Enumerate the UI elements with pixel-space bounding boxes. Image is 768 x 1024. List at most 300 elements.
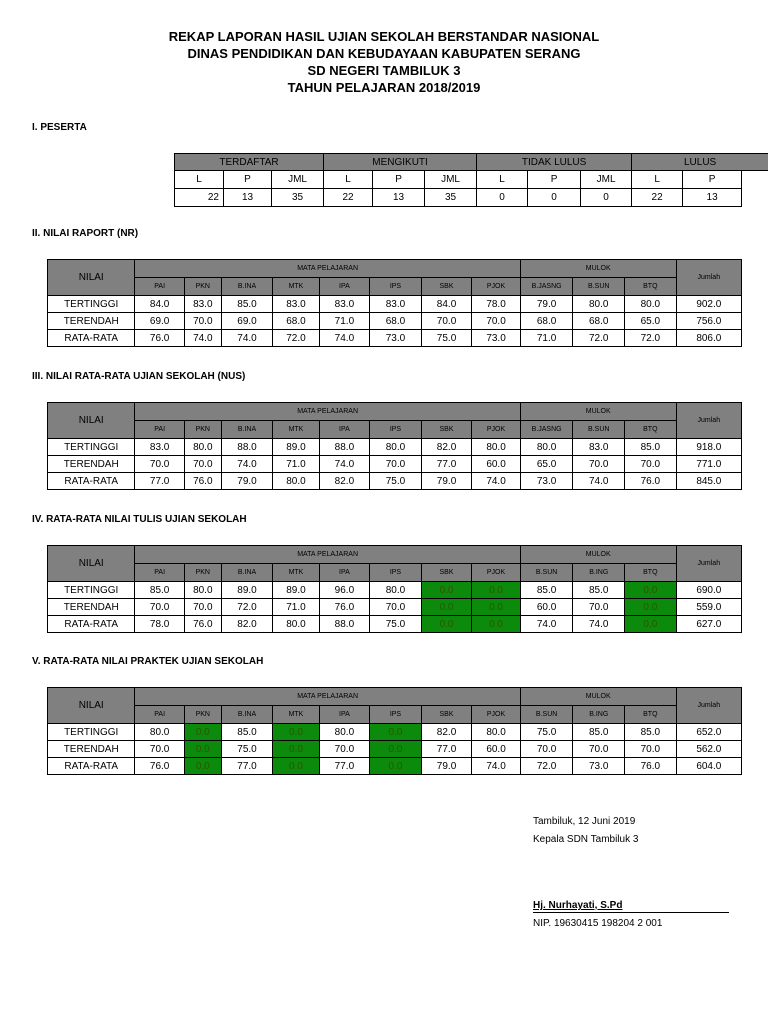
subject-header: PJOK <box>472 706 521 724</box>
subject-header: B.SUN <box>573 278 625 296</box>
score-value: 84.0 <box>436 298 457 310</box>
score-cell <box>370 758 422 775</box>
score-value: 0.0 <box>489 618 503 630</box>
section-heading: II. NILAI RAPORT (NR) <box>32 228 139 239</box>
score-cell <box>625 758 677 775</box>
peserta-sub: P <box>224 171 272 189</box>
peserta-value: 22 <box>632 189 683 207</box>
score-value: 85.0 <box>589 726 609 738</box>
score-cell <box>625 599 677 616</box>
subject-header: B.JASNG <box>520 278 573 296</box>
score-cell <box>472 296 521 313</box>
jumlah-cell: 918.0 <box>676 439 741 456</box>
score-value: 70.0 <box>193 458 213 470</box>
peserta-value: 0 <box>581 189 632 207</box>
score-value: 70.0 <box>334 743 355 755</box>
score-value: 73.0 <box>486 332 506 344</box>
score-value: 78.0 <box>149 618 170 630</box>
score-value: 74.0 <box>334 332 355 344</box>
subject-header: IPA <box>319 706 370 724</box>
score-cell <box>370 296 422 313</box>
score-value: 73.0 <box>589 760 609 772</box>
row-label: TERTINGGI <box>48 296 135 313</box>
subject-header: IPS <box>370 278 422 296</box>
score-cell <box>135 439 184 456</box>
score-cell <box>370 616 422 633</box>
score-value: 82.0 <box>436 441 457 453</box>
score-value: 76.0 <box>640 760 661 772</box>
score-cell <box>520 724 573 741</box>
score-value: 70.0 <box>149 601 170 613</box>
score-cell <box>520 456 573 473</box>
score-value: 83.0 <box>385 298 406 310</box>
score-cell <box>370 439 422 456</box>
title-line-3: SD NEGERI TAMBILUK 3 <box>307 63 461 78</box>
score-value: 68.0 <box>385 315 406 327</box>
score-value: 78.0 <box>486 298 506 310</box>
score-value: 75.0 <box>385 475 406 487</box>
score-cell <box>625 616 677 633</box>
score-value: 72.0 <box>640 332 661 344</box>
section-heading: III. NILAI RATA-RATA UJIAN SEKOLAH (NUS) <box>32 371 246 382</box>
jumlah-cell: 845.0 <box>676 473 741 490</box>
score-value: 70.0 <box>486 315 506 327</box>
subject-header: B.ING <box>573 706 625 724</box>
subject-header: IPA <box>319 421 370 439</box>
subject-header: PAI <box>135 564 184 582</box>
score-cell <box>135 616 184 633</box>
score-cell <box>573 313 625 330</box>
score-value: 85.0 <box>237 726 257 738</box>
score-cell <box>319 296 370 313</box>
score-value: 96.0 <box>334 584 355 596</box>
score-value: 89.0 <box>286 584 306 596</box>
row-label: TERTINGGI <box>48 439 135 456</box>
peserta-group-tidak-lulus: TIDAK LULUS <box>477 154 632 171</box>
score-value: 0.0 <box>489 601 503 613</box>
score-value: 71.0 <box>286 458 306 470</box>
score-value: 72.0 <box>237 601 257 613</box>
mapel-header: MATA PELAJARAN <box>135 260 520 278</box>
peserta-sub: L <box>477 171 528 189</box>
score-value: 0.0 <box>195 760 210 772</box>
score-cell <box>221 582 273 599</box>
score-value: 0.0 <box>195 743 210 755</box>
score-value: 74.0 <box>486 760 506 772</box>
score-cell <box>184 724 221 741</box>
peserta-value: 0 <box>477 189 528 207</box>
score-cell <box>625 296 677 313</box>
score-value: 89.0 <box>286 441 306 453</box>
score-value: 75.0 <box>536 726 557 738</box>
score-value: 60.0 <box>486 743 506 755</box>
score-value: 70.0 <box>589 743 609 755</box>
row-label: TERENDAH <box>48 313 135 330</box>
score-table <box>47 259 742 347</box>
score-value: 76.0 <box>149 332 170 344</box>
subject-header: B.JASNG <box>520 421 573 439</box>
score-value: 0.0 <box>388 760 403 772</box>
score-cell <box>135 758 184 775</box>
score-cell <box>184 330 221 347</box>
score-cell <box>472 330 521 347</box>
score-cell <box>221 724 273 741</box>
score-cell <box>520 330 573 347</box>
score-cell <box>221 473 273 490</box>
score-value: 70.0 <box>385 458 406 470</box>
nilai-header: NILAI <box>48 260 135 296</box>
peserta-value: 35 <box>272 189 324 207</box>
score-cell <box>273 473 319 490</box>
score-value: 74.0 <box>536 618 557 630</box>
score-table <box>47 402 742 490</box>
subject-header: B.INA <box>221 421 273 439</box>
score-value: 60.0 <box>486 458 506 470</box>
subject-header: SBK <box>421 706 472 724</box>
score-cell <box>472 582 521 599</box>
score-value: 71.0 <box>286 601 306 613</box>
subject-header: SBK <box>421 564 472 582</box>
score-value: 85.0 <box>149 584 170 596</box>
peserta-sub: L <box>175 171 224 189</box>
peserta-value: 22 <box>175 189 224 207</box>
score-value: 0.0 <box>388 743 403 755</box>
score-value: 74.0 <box>589 618 609 630</box>
subject-header: PAI <box>135 706 184 724</box>
score-value: 70.0 <box>193 315 213 327</box>
score-value: 0.0 <box>195 726 210 738</box>
row-label: TERTINGGI <box>48 724 135 741</box>
score-cell <box>221 758 273 775</box>
score-value: 0.0 <box>439 601 454 613</box>
score-cell <box>625 330 677 347</box>
score-cell <box>573 456 625 473</box>
jumlah-cell: 627.0 <box>676 616 741 633</box>
score-cell <box>573 599 625 616</box>
score-value: 82.0 <box>237 618 257 630</box>
score-cell <box>573 582 625 599</box>
score-cell <box>273 330 319 347</box>
subject-header: PAI <box>135 421 184 439</box>
score-value: 80.0 <box>486 726 506 738</box>
score-cell <box>625 582 677 599</box>
score-cell <box>184 582 221 599</box>
score-value: 70.0 <box>640 458 661 470</box>
peserta-table <box>174 153 768 207</box>
score-value: 80.0 <box>286 618 306 630</box>
score-cell <box>520 758 573 775</box>
score-cell <box>472 724 521 741</box>
score-cell <box>520 582 573 599</box>
score-cell <box>573 473 625 490</box>
jumlah-cell: 690.0 <box>676 582 741 599</box>
score-cell <box>421 599 472 616</box>
score-value: 70.0 <box>149 458 170 470</box>
score-value: 0.0 <box>643 601 658 613</box>
score-cell <box>184 439 221 456</box>
score-cell <box>520 741 573 758</box>
score-cell <box>221 599 273 616</box>
score-cell <box>221 456 273 473</box>
score-value: 76.0 <box>193 618 213 630</box>
score-value: 72.0 <box>589 332 609 344</box>
jumlah-cell: 562.0 <box>676 741 741 758</box>
title-line-1: REKAP LAPORAN HASIL UJIAN SEKOLAH BERSTANDAR NASIONAL <box>168 29 600 44</box>
score-cell <box>135 456 184 473</box>
score-value: 0.0 <box>439 618 454 630</box>
peserta-sub: JML <box>272 171 324 189</box>
score-value: 80.0 <box>193 584 213 596</box>
peserta-value: 22 <box>324 189 373 207</box>
score-cell <box>221 616 273 633</box>
score-cell <box>184 741 221 758</box>
score-value: 89.0 <box>237 584 257 596</box>
score-cell <box>421 439 472 456</box>
score-value: 80.0 <box>385 441 406 453</box>
score-cell <box>273 758 319 775</box>
score-cell <box>319 330 370 347</box>
score-value: 0.0 <box>439 584 454 596</box>
jumlah-cell: 559.0 <box>676 599 741 616</box>
score-cell <box>421 582 472 599</box>
score-value: 80.0 <box>149 726 170 738</box>
peserta-sub: L <box>324 171 373 189</box>
score-cell <box>421 456 472 473</box>
score-value: 70.0 <box>385 601 406 613</box>
nilai-header: NILAI <box>48 688 135 724</box>
score-value: 77.0 <box>149 475 170 487</box>
score-cell <box>135 599 184 616</box>
score-cell <box>520 313 573 330</box>
score-cell <box>273 724 319 741</box>
peserta-blank <box>742 171 768 189</box>
score-value: 72.0 <box>536 760 557 772</box>
subject-header: PKN <box>184 706 221 724</box>
score-cell <box>625 724 677 741</box>
score-cell <box>273 439 319 456</box>
score-cell <box>135 313 184 330</box>
subject-header: PKN <box>184 564 221 582</box>
subject-header: B.ING <box>573 564 625 582</box>
row-label: TERENDAH <box>48 741 135 758</box>
score-value: 80.0 <box>486 441 506 453</box>
section-heading-peserta: I. PESERTA <box>32 122 87 133</box>
score-value: 0.0 <box>489 584 503 596</box>
score-cell <box>421 758 472 775</box>
score-cell <box>472 616 521 633</box>
score-cell <box>573 616 625 633</box>
score-table <box>47 545 742 633</box>
section-heading: V. RATA-RATA NILAI PRAKTEK UJIAN SEKOLAH <box>32 656 264 667</box>
title-line-4: TAHUN PELAJARAN 2018/2019 <box>287 80 481 95</box>
score-cell <box>319 741 370 758</box>
mulok-header: MULOK <box>520 403 676 421</box>
score-value: 88.0 <box>237 441 257 453</box>
peserta-sub: P <box>373 171 425 189</box>
score-cell <box>273 741 319 758</box>
score-value: 76.0 <box>193 475 213 487</box>
score-cell <box>135 296 184 313</box>
score-value: 72.0 <box>286 332 306 344</box>
jumlah-header: Jumlah <box>676 403 741 439</box>
score-cell <box>370 724 422 741</box>
score-value: 74.0 <box>193 332 213 344</box>
peserta-value: 13 <box>683 189 742 207</box>
score-value: 75.0 <box>237 743 257 755</box>
score-cell <box>421 616 472 633</box>
score-value: 75.0 <box>385 618 406 630</box>
score-value: 69.0 <box>237 315 257 327</box>
score-table <box>47 687 742 775</box>
score-cell <box>273 599 319 616</box>
score-value: 0.0 <box>643 584 658 596</box>
score-cell <box>135 724 184 741</box>
subject-header: PJOK <box>472 278 521 296</box>
row-label: TERTINGGI <box>48 582 135 599</box>
score-cell <box>135 741 184 758</box>
score-value: 70.0 <box>193 601 213 613</box>
score-value: 75.0 <box>436 332 457 344</box>
score-cell <box>221 330 273 347</box>
score-value: 70.0 <box>149 743 170 755</box>
score-value: 0.0 <box>289 743 303 755</box>
row-label: TERENDAH <box>48 456 135 473</box>
score-value: 68.0 <box>589 315 609 327</box>
score-value: 79.0 <box>536 298 557 310</box>
score-cell <box>520 473 573 490</box>
score-value: 79.0 <box>436 760 457 772</box>
peserta-sub: JML <box>581 171 632 189</box>
score-cell <box>625 741 677 758</box>
score-cell <box>520 616 573 633</box>
peserta-group-mengikuti: MENGIKUTI <box>324 154 477 171</box>
subject-header: B.SUN <box>573 421 625 439</box>
score-cell <box>370 599 422 616</box>
score-cell <box>625 456 677 473</box>
score-cell <box>472 439 521 456</box>
nilai-header: NILAI <box>48 546 135 582</box>
score-value: 83.0 <box>193 298 213 310</box>
score-value: 85.0 <box>640 726 661 738</box>
score-value: 83.0 <box>334 298 355 310</box>
subject-header: MTK <box>273 278 319 296</box>
row-label: RATA-RATA <box>48 473 135 490</box>
score-cell <box>370 741 422 758</box>
score-cell <box>319 473 370 490</box>
score-value: 74.0 <box>589 475 609 487</box>
subject-header: SBK <box>421 278 472 296</box>
score-cell <box>273 313 319 330</box>
score-cell <box>573 296 625 313</box>
peserta-sub: P <box>528 171 581 189</box>
score-cell <box>221 741 273 758</box>
row-label: RATA-RATA <box>48 330 135 347</box>
score-value: 65.0 <box>640 315 661 327</box>
mapel-header: MATA PELAJARAN <box>135 403 520 421</box>
mulok-header: MULOK <box>520 688 676 706</box>
score-cell <box>184 456 221 473</box>
mapel-header: MATA PELAJARAN <box>135 688 520 706</box>
score-cell <box>135 473 184 490</box>
jumlah-cell: 902.0 <box>676 296 741 313</box>
score-value: 80.0 <box>334 726 355 738</box>
score-value: 68.0 <box>286 315 306 327</box>
subject-header: IPS <box>370 421 422 439</box>
section-heading: IV. RATA-RATA NILAI TULIS UJIAN SEKOLAH <box>32 514 247 525</box>
peserta-group-lulus: LULUS <box>632 154 768 171</box>
score-value: 79.0 <box>237 475 257 487</box>
score-value: 70.0 <box>640 743 661 755</box>
score-value: 0.0 <box>289 726 303 738</box>
score-cell <box>184 599 221 616</box>
subject-header: B.SUN <box>520 564 573 582</box>
score-value: 60.0 <box>536 601 557 613</box>
score-value: 70.0 <box>589 458 609 470</box>
score-cell <box>520 439 573 456</box>
score-cell <box>573 724 625 741</box>
score-value: 80.0 <box>385 584 406 596</box>
signature-nip: NIP. 19630415 198204 2 001 <box>533 918 663 929</box>
score-cell <box>472 473 521 490</box>
score-value: 76.0 <box>149 760 170 772</box>
score-cell <box>573 758 625 775</box>
score-value: 65.0 <box>536 458 557 470</box>
score-value: 83.0 <box>589 441 609 453</box>
subject-header: BTQ <box>625 278 677 296</box>
score-value: 74.0 <box>486 475 506 487</box>
score-value: 74.0 <box>237 458 257 470</box>
score-cell <box>273 616 319 633</box>
score-cell <box>319 616 370 633</box>
score-cell <box>370 330 422 347</box>
jumlah-header: Jumlah <box>676 546 741 582</box>
subject-header: MTK <box>273 706 319 724</box>
score-cell <box>184 313 221 330</box>
jumlah-cell: 771.0 <box>676 456 741 473</box>
jumlah-header: Jumlah <box>676 688 741 724</box>
subject-header: IPA <box>319 564 370 582</box>
subject-header: B.INA <box>221 564 273 582</box>
score-cell <box>370 313 422 330</box>
score-value: 70.0 <box>589 601 609 613</box>
score-value: 83.0 <box>149 441 170 453</box>
score-value: 76.0 <box>334 601 355 613</box>
score-value: 77.0 <box>436 458 457 470</box>
score-value: 74.0 <box>237 332 257 344</box>
score-cell <box>573 330 625 347</box>
score-cell <box>625 439 677 456</box>
subject-header: IPA <box>319 278 370 296</box>
score-value: 80.0 <box>286 475 306 487</box>
subject-header: PKN <box>184 278 221 296</box>
score-cell <box>221 439 273 456</box>
peserta-sub: JML <box>425 171 477 189</box>
subject-header: SBK <box>421 421 472 439</box>
score-cell <box>472 313 521 330</box>
jumlah-cell: 652.0 <box>676 724 741 741</box>
peserta-value: 0 <box>528 189 581 207</box>
score-value: 88.0 <box>334 618 355 630</box>
score-value: 82.0 <box>436 726 457 738</box>
score-cell <box>421 296 472 313</box>
jumlah-header: Jumlah <box>676 260 741 296</box>
jumlah-cell: 604.0 <box>676 758 741 775</box>
row-label: RATA-RATA <box>48 758 135 775</box>
score-cell <box>573 741 625 758</box>
score-value: 88.0 <box>334 441 355 453</box>
score-cell <box>319 456 370 473</box>
score-cell <box>184 296 221 313</box>
